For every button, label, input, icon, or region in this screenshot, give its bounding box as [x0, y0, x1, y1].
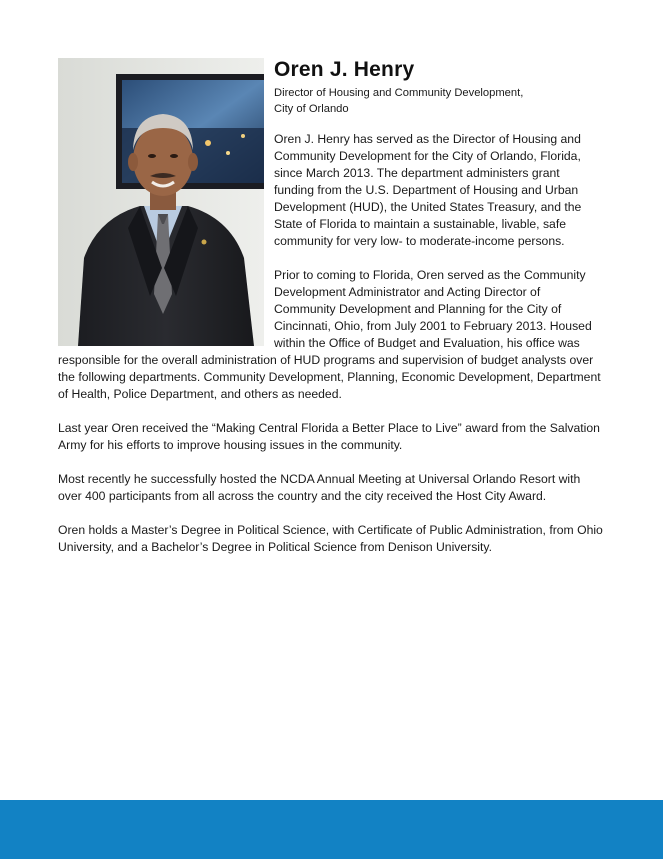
- bio-paragraph-education: Oren holds a Master’s Degree in Political Science, with Certificate of Public Administration, from Ohio University, and a Bachelor’s Degree in Political Science from Denison University.: [58, 523, 603, 554]
- bio-paragraph-award: Last year Oren received the “Making Central Florida a Better Place to Live” award from the Salvation Army for his efforts to improve housing issues in the community.: [58, 421, 600, 452]
- portrait-photo: [58, 58, 264, 346]
- bio-paragraph-current-role: Oren J. Henry has served as the Director of Housing and Community Development for the City of Orlando, Florida, since March 2013. The department administers grant funding from the U.S. Department of Housing and Urban Development (HUD), the United States Treasury, and the State of Florida to maintain a sustainable, livable, safe community for very low- to moderate-income persons.: [274, 132, 582, 248]
- footer-color-bar: [0, 800, 663, 859]
- bio-paragraph-prior-role: Prior to coming to Florida, Oren served as the Community Development Administrator and Acting Director of Community Development and Planning for the City of Cincinnati, Ohio, from July 2001 to February 2013. Housed within the Office of Budget and Evaluation, his office was responsible for the overall administration of HUD programs and supervision of budget analysts over the following departments. Community Development, Planning, Economic Development, Department of Health, Police Department, and others as needed.: [58, 268, 601, 401]
- bio-page: [58, 58, 603, 556]
- employer-line: City of Orlando: [274, 103, 349, 115]
- person-name: Oren J. Henry: [274, 58, 415, 81]
- bio-paragraph-ncda-meeting: Most recently he successfully hosted the NCDA Annual Meeting at Universal Orlando Resort with over 400 participants from all across the country and the city received the Host City Award.: [58, 472, 581, 503]
- job-title-line: Director of Housing and Community Development,: [274, 87, 524, 99]
